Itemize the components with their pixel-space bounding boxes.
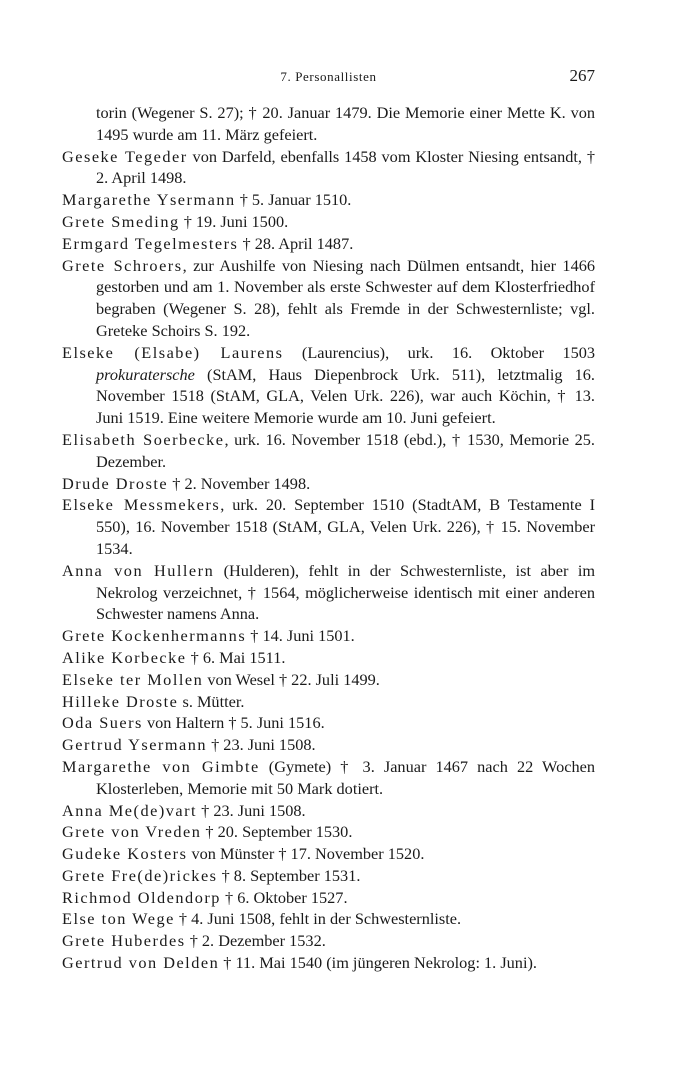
list-item (62, 211, 595, 233)
list-item (62, 233, 595, 255)
list-item (62, 843, 595, 865)
entry-text: von Wesel † 22. Juli 1499. (203, 669, 380, 689)
list-item (62, 189, 595, 211)
entry-text: † 8. September 1531. (217, 865, 361, 885)
entry-text-after: (StAM, Haus Diepenbrock Urk. 511), letztmalig 16. November 1518 (StAM, GLA, Velen Urk. 226), war auch Köchin, † 13. Juni 1519. Eine weitere Memorie wurde am 10. Juni gefeiert. (96, 364, 595, 428)
entry-text: † 2. Dezember 1532. (185, 931, 326, 951)
entry-name: Anna von Hullern (62, 560, 215, 580)
entry-name: Elseke ter Mollen (62, 669, 204, 689)
list-item (62, 473, 595, 495)
entry-name: Elseke (Elsabe) Laurens (62, 342, 284, 362)
entry-text: von Haltern † 5. Juni 1516. (142, 713, 325, 733)
entry-text: † 6. Mai 1511. (186, 647, 286, 667)
list-item (62, 625, 595, 647)
list-item (62, 342, 595, 429)
list-item (62, 255, 595, 342)
list-item (62, 908, 595, 930)
list-item (62, 712, 595, 734)
entry-name: Gertrud Ysermann (62, 735, 208, 755)
entry-name: Grete Fre(de)rickes (62, 865, 218, 885)
page-header (62, 66, 595, 86)
entry-text: von Darfeld, ebenfalls 1458 vom Kloster Niesing entsandt, † 2. April 1498. (96, 146, 595, 188)
list-item (62, 691, 595, 713)
entry-text: (Hulderen), fehlt in der Schwesternliste, ist aber im Nekrolog verzeichnet, † 1564, möglicherweise identisch mit einer anderen Schwester namens Anna. (96, 560, 596, 624)
entry-name: Hilleke Droste (62, 691, 179, 711)
entry-text: torin (Wegener S. 27); † 20. Januar 1479. Die Memorie einer Mette K. von 1495 wurde am 11. März gefeiert. (96, 103, 595, 144)
list-item (62, 887, 595, 909)
entry-text: † 23. Juni 1508. (207, 735, 316, 755)
list-item (62, 756, 595, 800)
list-item (62, 930, 595, 952)
entry-text: † 19. Juni 1500. (179, 211, 289, 231)
list-item (62, 429, 595, 473)
entry-name: Margarethe von Gimbte (62, 756, 260, 776)
entry-name: Richmod Oldendorp (62, 887, 221, 907)
entry-text: von Münster † 17. November 1520. (187, 844, 425, 864)
entry-text: , zur Aushilfe von Niesing nach Dülmen entsandt, hier 1466 gestorben und am 1. November als erste Schwester auf dem Klosterfriedhof begraben (Wegener S. 28), fehlt als Fremde in der Schwesternliste; vgl. Greteke Schoirs S. 192. (96, 255, 595, 340)
entry-text: † 20. September 1530. (201, 822, 353, 842)
page-number: 267 (569, 66, 595, 85)
entry-name: Gertrud von Delden (62, 953, 220, 973)
entry-text: , urk. 16. November 1518 (ebd.), † 1530, Memorie 25. Dezember. (96, 429, 596, 471)
entry-name: Elseke Messmekers (62, 495, 221, 515)
entry-text: † 4. Juni 1508, fehlt in der Schwesternliste. (174, 909, 462, 929)
list-item (62, 952, 595, 974)
list-item (62, 560, 595, 625)
list-item (62, 800, 595, 822)
entry-text: † 6. Oktober 1527. (220, 887, 348, 907)
entry-name: Elisabeth Soerbecke (62, 429, 225, 449)
entry-name: Margarethe Ysermann (62, 190, 236, 210)
entry-name: Else ton Wege (62, 909, 175, 929)
list-item (62, 734, 595, 756)
entry-name: Grete Huberdes (62, 931, 186, 951)
entry-text: (Gymete) † 3. Januar 1467 nach 22 Wochen Klosterleben, Memorie mit 50 Mark dotiert. (96, 756, 595, 798)
entry-name: Drude Droste (62, 473, 169, 493)
entry-italic-term: prokuratersche (96, 364, 195, 384)
entry-text: † 5. Januar 1510. (235, 190, 352, 210)
entry-name: Gudeke Kosters (62, 844, 188, 864)
entry-name: Grete Schroers (62, 255, 183, 275)
entry-text: † 11. Mai 1540 (im jüngeren Nekrolog: 1. Juni). (219, 953, 537, 973)
entry-name: Grete Kockenhermanns (62, 626, 247, 646)
personnel-list (62, 102, 595, 974)
entry-text: † 14. Juni 1501. (246, 626, 355, 646)
list-item (62, 647, 595, 669)
list-item (62, 865, 595, 887)
list-item (62, 821, 595, 843)
entry-name: Grete Smeding (62, 211, 180, 231)
list-item (62, 669, 595, 691)
entry-name: Ermgard Tegelmesters (62, 233, 239, 253)
entry-name: Alike Korbecke (62, 647, 187, 667)
entry-text: † 23. Juni 1508. (197, 800, 306, 820)
list-item (62, 102, 595, 146)
entry-text: , urk. 20. September 1510 (StadtAM, B Testamente I 550), 16. November 1518 (StAM, GLA, Velen Urk. 226), † 15. November 1534. (96, 495, 596, 558)
running-head: 7. Personallisten (280, 69, 377, 84)
entry-name: Oda Suers (62, 713, 143, 733)
entry-name: Anna Me(de)vart (62, 800, 198, 820)
list-item (62, 494, 595, 559)
entry-name: Grete von Vreden (62, 822, 202, 842)
entry-text: † 2. November 1498. (168, 473, 311, 493)
entry-text: † 28. April 1487. (238, 233, 354, 253)
entry-name: Geseke Tegeder (62, 146, 188, 166)
list-item (62, 146, 595, 190)
entry-text: s. Mütter. (178, 691, 245, 711)
entry-text: (Laurencius), urk. 16. Oktober 1503 (283, 342, 596, 362)
